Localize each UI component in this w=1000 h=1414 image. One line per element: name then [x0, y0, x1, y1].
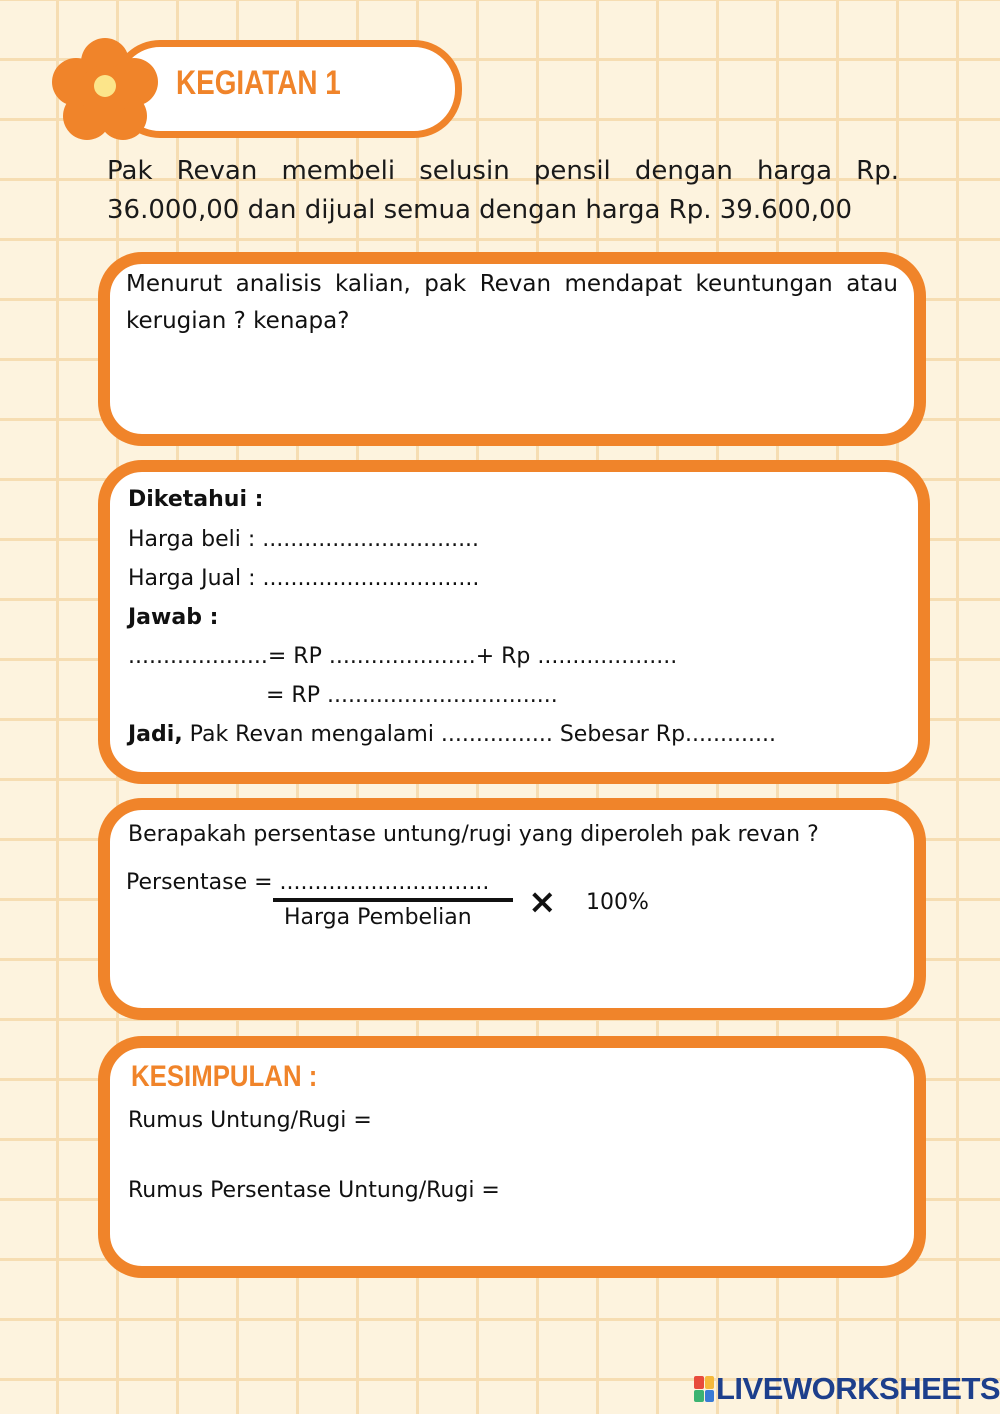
formula-profit-loss[interactable]: Rumus Untung/Rugi = [128, 1108, 372, 1133]
liveworksheets-logo [694, 1372, 1000, 1406]
question-text: Menurut analisis kalian, pak Revan mendapat keuntungan atau kerugian ? kenapa? [126, 271, 898, 334]
buy-price-row [128, 520, 479, 559]
sell-price-label: Harga Jual [128, 566, 242, 591]
conclusion-bold: Jadi, [128, 722, 183, 747]
fraction-bar [273, 898, 513, 902]
known-title: Diketahui : [128, 487, 264, 512]
formula-percentage[interactable]: Rumus Persentase Untung/Rugi = [128, 1178, 500, 1203]
conclusion-title: KESIMPULAN : [131, 1060, 318, 1093]
conclusion-row [128, 715, 776, 754]
answer-title: Jawab : [128, 605, 219, 630]
equation-line-1[interactable]: ....................= RP .....................+ Rp .................... [128, 644, 678, 669]
percentage-question: Berapakah persentase untung/rugi yang diperoleh pak revan ? [128, 822, 819, 847]
liveworksheets-logo-icon [694, 1376, 714, 1402]
fraction-denominator: Harga Pembelian [284, 905, 472, 930]
percent-value: 100% [586, 890, 649, 915]
multiply-icon: × [528, 882, 557, 922]
sell-price-blank[interactable]: : ............................... [241, 566, 480, 591]
conclusion-blank[interactable]: Pak Revan mengalami ................ Sebesar Rp............. [182, 722, 776, 747]
equation-line-2[interactable]: = RP ................................. [266, 683, 558, 708]
sell-price-row [128, 559, 479, 598]
intro-text: Pak Revan membeli selusin pensil dengan harga Rp. 36.000,00 dan dijual semua dengan harga Rp. 39.600,00 [107, 156, 899, 225]
page-title: KEGIATAN 1 [176, 64, 341, 102]
fraction-numerator[interactable]: Persentase = .............................. [126, 870, 490, 895]
buy-price-label: Harga beli [128, 527, 241, 552]
logo-text: LIVEWORKSHEETS [716, 1371, 1000, 1406]
buy-price-blank[interactable]: : ............................... [240, 527, 480, 552]
flower-icon [50, 36, 160, 142]
